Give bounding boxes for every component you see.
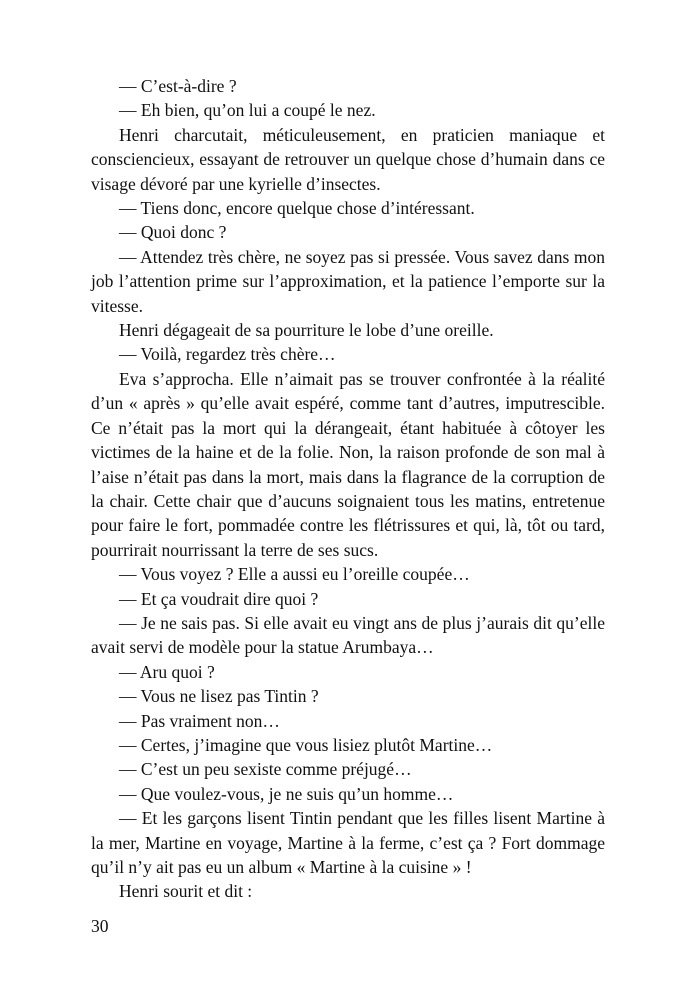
body-text: [91, 74, 605, 904]
paragraph: — Que voulez-vous, je ne suis qu’un homme…: [119, 783, 454, 804]
paragraph: — Quoi donc ?: [119, 222, 227, 243]
paragraph: — Pas vraiment non…: [119, 710, 280, 731]
paragraph: — Tiens donc, encore quelque chose d’intéressant.: [119, 198, 475, 219]
paragraph: — Vous ne lisez pas Tintin ?: [119, 686, 319, 707]
paragraph: — Je ne sais pas. Si elle avait eu vingt ans de plus j’aurais dit qu’elle avait servi de modèle pour la statue Arumbaya…: [91, 612, 605, 658]
paragraph: — C’est un peu sexiste comme préjugé…: [119, 759, 412, 780]
paragraph: — C’est-à-dire ?: [119, 76, 237, 96]
paragraph: — Eh bien, qu’on lui a coupé le nez.: [119, 100, 376, 121]
paragraph: Henri dégageait de sa pourriture le lobe d’une oreille.: [119, 320, 494, 341]
paragraph: — Certes, j’imagine que vous lisiez plutôt Martine…: [119, 734, 493, 755]
paragraph: Eva s’approcha. Elle n’aimait pas se trouver confrontée à la réalité d’un « après » qu’elle avait espéré, comme tant d’autres, imputrescible. Ce n’était pas la mort qui la dérangeait, étant habituée à côtoyer les victimes de la haine et de la folie. Non, la raison profonde de son mal à l’aise n’était pas dans la mort, mais dans la flagrance de la corruption de la chair. Cette chair que d’aucuns soignaient tous les matins, entretenue pour faire le fort, pommadée contre les flétrissures et qui, là, tôt ou tard, pourrirait nourrissant la terre de ses sucs.: [91, 368, 605, 560]
page-number: 30: [91, 916, 109, 936]
paragraph: — Et ça voudrait dire quoi ?: [119, 588, 319, 609]
paragraph: Henri sourit et dit :: [119, 881, 253, 902]
paragraph: — Attendez très chère, ne soyez pas si pressée. Vous savez dans mon job l’attention prime sur l’approximation, et la patience l’emporte sur la vitesse.: [91, 246, 605, 316]
paragraph: — Aru quoi ?: [119, 661, 215, 682]
paragraph: — Vous voyez ? Elle a aussi eu l’oreille coupée…: [119, 564, 470, 585]
paragraph: — Voilà, regardez très chère…: [119, 344, 336, 365]
paragraph: — Et les garçons lisent Tintin pendant que les filles lisent Martine à la mer, Martine en voyage, Martine à la ferme, c’est ça ? Fort dommage qu’il n’y ait pas eu un album « Martine à la cuisine » !: [91, 808, 605, 877]
paragraph: Henri charcutait, méticuleusement, en praticien maniaque et consciencieux, essayant de retrouver un quelque chose d’humain dans ce visage dévoré par une kyrielle d’insectes.: [91, 124, 605, 194]
